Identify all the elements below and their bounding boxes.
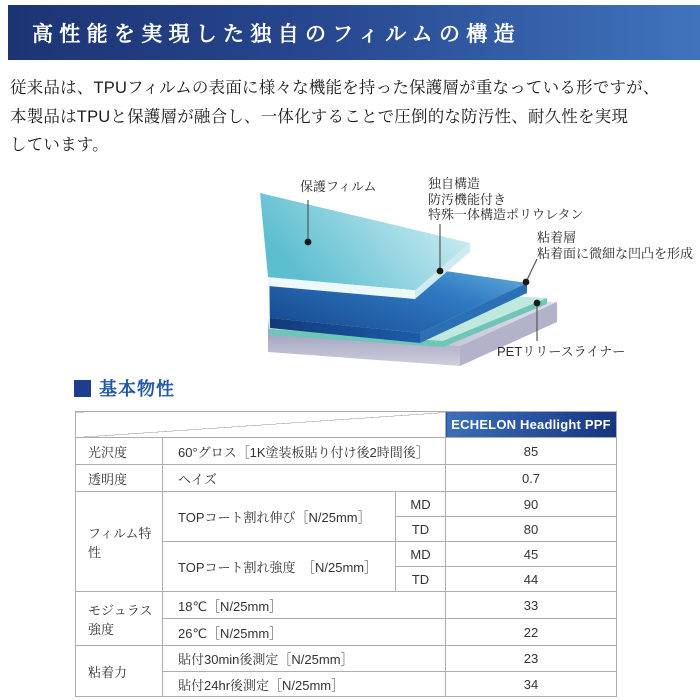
table-row — [76, 438, 617, 465]
section-header — [74, 375, 175, 401]
product-header-cell: ECHELON Headlight PPF — [446, 412, 617, 438]
value-cell: 90 — [446, 492, 617, 517]
category-cell: フィルム特性 — [76, 492, 163, 592]
label-line: 粘着層 — [537, 230, 577, 245]
page-title: 高性能を実現した独自のフィルムの構造 — [32, 20, 521, 46]
desc-cell: 18℃［N/25mm］ — [163, 592, 446, 619]
category-cell: 粘着力 — [76, 646, 163, 697]
table-row — [76, 465, 617, 492]
header-banner — [8, 5, 700, 60]
label-line: 粘着面に微細な凹凸を形成 — [537, 245, 694, 261]
section-title: 基本物性 — [99, 379, 175, 399]
label-unique-structure — [428, 176, 583, 223]
table-row — [76, 592, 617, 619]
label-adhesive-layer — [537, 230, 693, 261]
direction-cell: MD — [396, 492, 446, 517]
label-protective-film: 保護フィルム — [300, 179, 377, 194]
category-cell: 透明度 — [76, 465, 163, 492]
desc-cell: 26℃［N/25mm］ — [163, 619, 446, 646]
section-accent-square — [74, 380, 91, 397]
value-cell: 44 — [446, 567, 617, 592]
value-cell: 23 — [446, 646, 617, 672]
intro-line: 従来品は、TPUフィルムの表面に様々な機能を持った保護層が重なっている形ですが、 — [10, 79, 660, 97]
category-cell: 光沢度 — [76, 438, 163, 465]
intro-line: 本製品はTPUと保護層が融合し、一体化することで圧倒的な防汚性、耐久性を実現 — [10, 107, 629, 126]
table-row — [76, 646, 617, 672]
label-line: 防汚機能付き — [428, 191, 507, 207]
desc-cell: TOPコート割れ伸び［N/25mm］ — [163, 492, 396, 542]
value-cell: 33 — [446, 592, 617, 619]
desc-cell: 60°グロス［1K塗装板貼り付け後2時間後］ — [163, 438, 446, 465]
direction-cell: MD — [396, 542, 446, 567]
value-cell: 80 — [446, 517, 617, 542]
intro-line: しています。 — [10, 136, 109, 154]
value-cell: 45 — [446, 542, 617, 567]
spec-table — [75, 411, 617, 697]
value-cell: 22 — [446, 619, 617, 646]
category-cell: モジュラス強度 — [76, 592, 163, 646]
intro-paragraph — [10, 74, 694, 160]
direction-cell: TD — [396, 517, 446, 542]
desc-cell: 貼付24hr後測定［N/25mm］ — [163, 672, 446, 697]
value-cell: 0.7 — [446, 465, 617, 492]
direction-cell: TD — [396, 567, 446, 592]
value-cell: 34 — [446, 672, 617, 697]
value-cell: 85 — [446, 438, 617, 465]
diagonal-header-cell — [76, 412, 446, 438]
label-line: 特殊一体構造ポリウレタン — [428, 207, 584, 222]
table-row — [76, 492, 617, 517]
desc-cell: 貼付30min後測定［N/25mm］ — [163, 646, 446, 672]
desc-cell: TOPコート割れ強度 ［N/25mm］ — [163, 542, 396, 592]
label-pet-liner: PETリリースライナー — [497, 344, 626, 359]
desc-cell: ヘイズ — [163, 465, 446, 492]
table-row — [76, 412, 617, 438]
label-line: 独自構造 — [428, 176, 481, 191]
